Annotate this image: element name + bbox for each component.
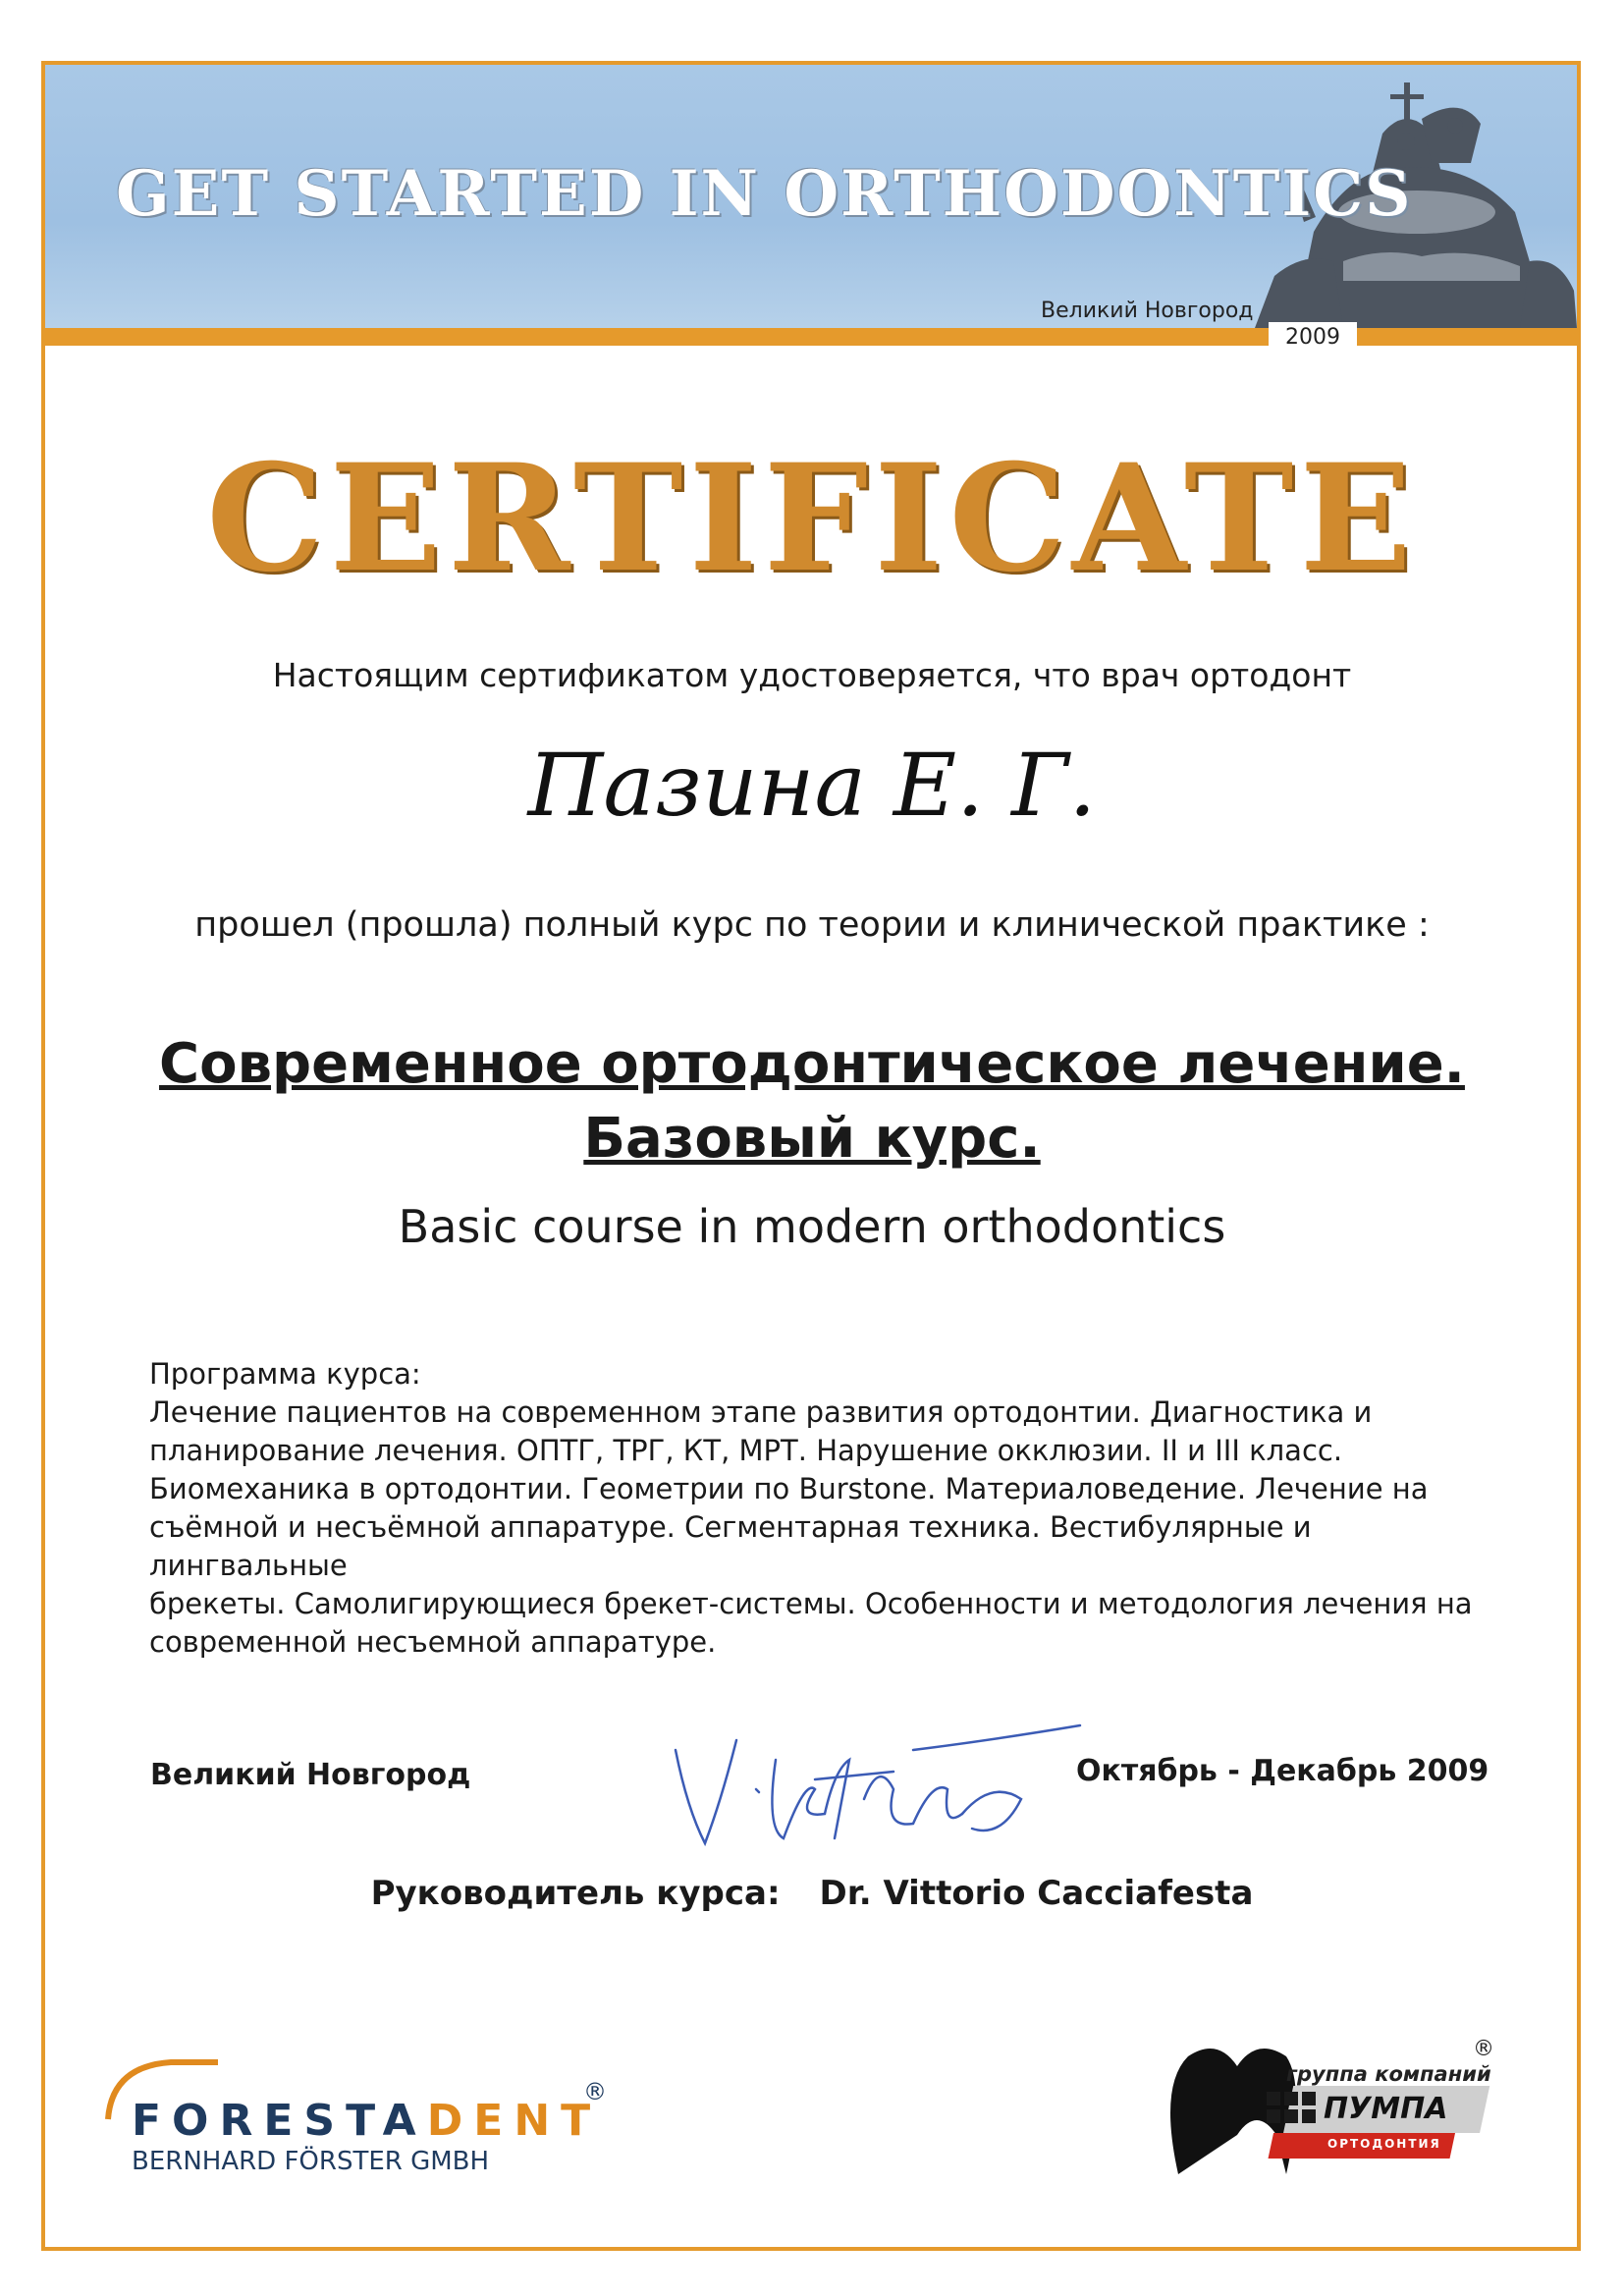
forestadent-brand-part1: FORESTA: [132, 2096, 427, 2146]
forestadent-registered-mark: ®: [583, 2078, 607, 2105]
pumpa-brand: ПУМПА: [1324, 2092, 1448, 2126]
program-line: брекеты. Самолигирующиеся брекет-системы. Особенности и методология лечения на: [149, 1587, 1473, 1620]
course-title-en: Basic course in modern orthodontics: [398, 1200, 1226, 1253]
banner-title: GET STARTED IN ORTHODONTICS: [116, 157, 1413, 231]
pumpa-logo: [1159, 2027, 1512, 2194]
course-title-ru-line1: Современное ортодонтическое лечение.: [159, 1032, 1465, 1096]
recipient-name: Пазина Е. Г.: [527, 735, 1097, 836]
pumpa-group-label: группа компаний: [1286, 2062, 1491, 2086]
program-block: [149, 1355, 1485, 1662]
course-title-ru: [0, 1027, 1624, 1176]
intro-text: Настоящим сертификатом удостоверяется, что врач ортодонт: [272, 656, 1352, 694]
forestadent-brand-part2: DENT: [426, 2096, 602, 2146]
program-line: съёмной и несъёмной аппаратуре. Сегментарная техника. Вестибулярные и лингвальные: [149, 1510, 1312, 1582]
program-line: планирование лечения. ОПТГ, ТРГ, КТ, МРТ. Нарушение окклюзии. II и III класс.: [149, 1434, 1343, 1467]
course-statement: прошел (прошла) полный курс по теории и клинической практике :: [194, 905, 1430, 945]
course-leader-label: Руководитель курса:: [370, 1874, 781, 1913]
course-leader: [0, 1874, 1624, 1913]
forestadent-subtitle: BERNHARD FÖRSTER GMBH: [132, 2147, 490, 2176]
pumpa-registered-mark: ®: [1473, 2037, 1494, 2061]
course-leader-name: Dr. Vittorio Cacciafesta: [819, 1874, 1254, 1913]
forestadent-brand: [132, 2096, 601, 2146]
issue-city: Великий Новгород: [150, 1758, 471, 1792]
banner-year: 2009: [1269, 322, 1357, 354]
signature: [668, 1721, 1100, 1858]
program-heading: Программа курса:: [149, 1357, 421, 1391]
forestadent-logo: [102, 2052, 613, 2176]
program-line: современной несъемной аппаратуре.: [149, 1625, 717, 1659]
program-line: Лечение пациентов на современном этапе развития ортодонтии. Диагностика и: [149, 1395, 1373, 1429]
banner-city: Великий Новгород: [1041, 299, 1254, 323]
pumpa-subtitle: ОРТОДОНТИЯ: [1327, 2137, 1441, 2151]
course-dates: Октябрь - Декабрь 2009: [1076, 1754, 1489, 1788]
course-title-ru-line2: Базовый курс.: [583, 1107, 1041, 1171]
program-line: Биомеханика в ортодонтии. Геометрии по Burstone. Материаловедение. Лечение на: [149, 1472, 1429, 1505]
certificate-title: CERTIFICATE: [206, 432, 1418, 605]
